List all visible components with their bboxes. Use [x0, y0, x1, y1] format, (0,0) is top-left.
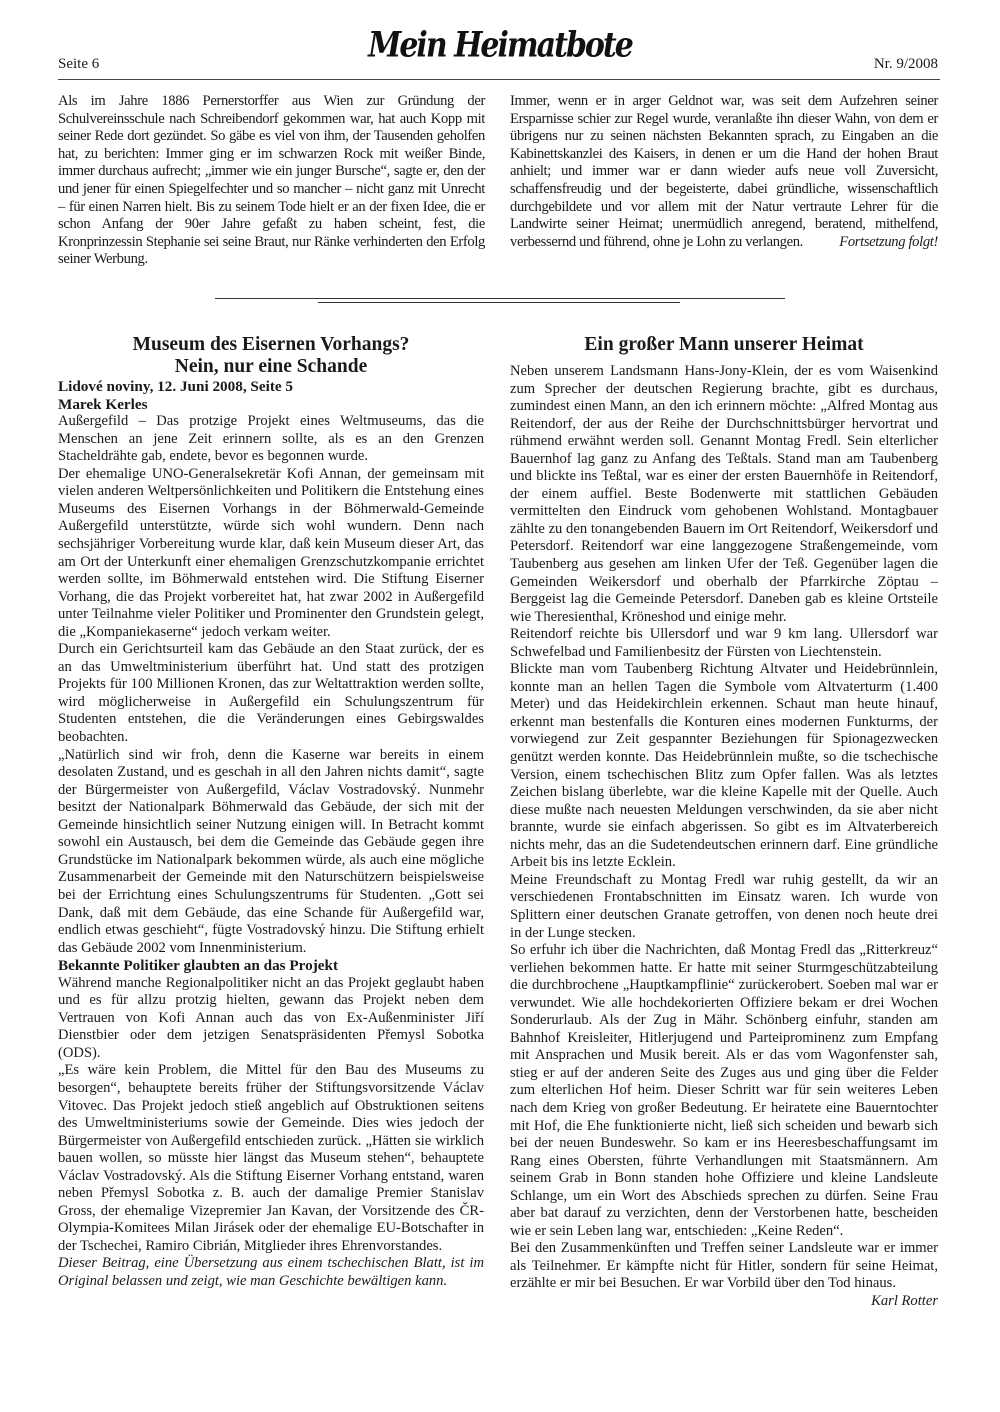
- issue-number: Nr. 9/2008: [873, 56, 938, 72]
- paragraph: „Es wäre kein Problem, die Mittel für den Bau des Museums zu besorgen“, behauptete bereits früher der Stiftungsvorsitzende Václav Vitovec. Das Projekt jedoch stieß angeblich auf Obstruktionen seitens des Umweltministeriums sowie der Gemeinde. Dies wies jedoch der Bürgermeister von Außergefild entschieden zurück. „Hätten sie wirklich bauen wollen, so müsste hier längst das Museum stehen“, behauptete Václav Vostradovský. Als die Stiftung Eiserner Vorhang entstand, waren neben Přemysl Sobotka z. B. auch der damalige Premier Stanislav Gross, der ehemalige Vizepremier Jan Kavan, der Vorsitzende des ČR-Olympia-Komitees Milan Jirásek oder der ehemalige EU-Botschafter in der Tschechei, Ramiro Cibrián, Mitglieder ihres Ehrenvorstandes.: [58, 1062, 484, 1254]
- article-source: Lidové noviny, 12. Juni 2008, Seite 5: [58, 378, 294, 395]
- paragraph: Während manche Regionalpolitiker nicht an das Projekt geglaubt haben und es für allzu protzig hielten, gewann das Projekt neben dem Vertrauen von Kofi Annan auch das von Ex-Außenminister Jiří Dienstbier oder dem jetzigen Senatspräsidenten Přemysl Sobotka (ODS).: [58, 974, 484, 1061]
- paragraph: So erfuhr ich über die Nachrichten, daß Montag Fredl das „Ritterkreuz“ verliehen bekommen hatte. Er hatte mit seiner Sturmgeschützabteilung die durchbrochene „Hauptkampflinie“ zurückerobert. Soeben mal war er verwundet. Wie alle hochdekorierten Offiziere bekam er drei Wochen Sonderurlaub. Als der Zug in Mähr. Schönberg einfuhr, standen am Bahnhof Kreisleiter, Hitlerjugend und Parteiprominenz zum Empfang mit Ansprachen und Musik bereit. Als er das vom Wagonfenster sah, stieg er auf der anderen Seite des Zuges aus und ging über die Felder zum elterlichen Hof heim. Dieser Schritt war für sein weiteres Leben nach dem Krieg von großer Bedeutung. Er heiratete eine Bauerntochter mit Hof, die Ehe funktionierte nicht, ließ sich scheiden und bewarb sich bei der neuen Bundeswehr. So kam er ins Heeresbeschaffungsamt im Rang eines Obersten, führte Verhandlungen mit Staatsmännern. Am seinem Grab in Bonn standen hohe Offiziere und kleine Landsleute Schlange, um ein Wort des Abschieds sprechen zu dürfen. Seine Frau aber bat darauf zu verzichten, denn der Verstorbenen hatte, bescheiden wie er sein Leben lang war, entschieden: „Keine Reden“.: [510, 942, 938, 1239]
- paragraph: [510, 93, 938, 251]
- paragraph: Durch ein Gerichtsurteil kam das Gebäude an den Staat zurück, der es an das Umweltministerium überführt hat. Und statt des protzigen Projekts für 100 Millionen Kronen, das zur Weltattraktion werden sollte, wird möglicherweise in Außergefild ein Schulungszentrum für Studenten entstehen, die die Veränderungen eines Gebirgswaldes beobachten.: [58, 641, 484, 746]
- paragraph: Neben unserem Landsmann Hans-Jony-Klein, der es vom Waisenkind zum Sprecher der deutschen Regierung brachte, gibt es durchaus, zumindest einen Mann, an den ich erinnern möchte: „Alfred Montag aus Reitendorf, der aus der Reihe der Durchschnittsbürger hervortrat und rühmend erwähnt werden soll. Genannt Montag Fredl. Sein elterlicher Bauernhof lag ganz zu Anfang des Teßtals. Stand man am Taubenberg und blickte ins Teßtal, war es einer der ersten Bauernhöfe in Reitendorf, der einem auffiel. Beste Bodenwerte mit stattlichen Gebäuden vermittelten den Eindruck vom gehobenen Wohlstand. Montagbauer zählte zu den tonangebenden Bauern im Ort Reitendorf, Weikersdorf und Petersdorf. Reitendorf war eine langgezogene Straßengemeinde, vom Taubenberg aus gesehen am linken Ufer der Teß. Gegenüber lagen die Gemeinden Weikersdorf und oberhalb der Pfarrkirche Zöptau – Berggeist lag die Gemeinde Petersdorf. Daneben gab es kleine Ortsteile wie Theresienthal, Kröneshod und einige mehr.: [510, 363, 938, 625]
- editor-note: Dieser Beitrag, eine Übersetzung aus einem tschechischen Blatt, ist im Original belassen und zeigt, wie man Geschichte bewältigen kann.: [58, 1255, 484, 1290]
- continued-note: Fortsetzung folgt!: [839, 233, 938, 250]
- paragraph: Außergefild – Das protzige Projekt eines Weltmuseums, das die Menschen an jene Zeit erinnern sollte, als es an den Grenzen Stacheldrähte gab, endete, bevor es begonnen wurde.: [58, 413, 484, 465]
- title-line: Nein, nur eine Schande: [174, 356, 368, 377]
- paragraph-text: Bei den Zusammenkünften und Treffen seiner Landsleute war er immer als Teilnehmer. Er kämpfte nicht für Hitler, sondern für seine Heimat, erzählte er mir bei Besuchen. Er war Vorbild über den Tod hinaus.: [510, 1240, 938, 1292]
- article-museum: [58, 334, 484, 1291]
- continued-article-left-column: [58, 93, 485, 269]
- section-divider: [215, 298, 785, 299]
- paragraph: Als im Jahre 1886 Pernerstorffer aus Wien zur Gründung der Schulvereinsschule nach Schreibendorf gekommen war, hat auch Kopp mit seiner Rede dort gezündet. So gäbe es viel von ihm, der Tausenden geholfen hat, zu berichten: Immer ging er im schwarzen Rock mit weißer Binde, immer durchaus aufrecht; „immer wie ein junger Bursche“, sagte er, den der und jener für einen Spiegelfechter und so mancher – nicht ganz mit Unrecht – für einen Narren hielt. Bis zu seinem Tode hielt er an der fixen Idee, die er schon Anfang der 90er Jahre gefaßt zu haben scheint, fest, die Kronprinzessin Stephanie sei seine Braut, nur Ränke verhinderten den Erfolg seiner Werbung.: [58, 93, 485, 268]
- paragraph: „Natürlich sind wir froh, denn die Kaserne war bereits in einem desolaten Zustand, und es geschah in all den Jahren nichts damit“, sagte der Bürgermeister von Außergefild, Václav Vostradovský. Nunmehr besitzt der Nationalpark Böhmerwald das Gebäude, der sich mit der Gemeinde hinsichtlich seiner Nutzung einigen will. In Betracht kommt sowohl ein Austausch, bei dem die Gemeinde das Gebäude gegen ihre Grundstücke im Nationalpark bekommen würde, als auch eine mögliche Zusammenarbeit der Gemeinde mit den Naturschützern beispielsweise bei der Errichtung eines Schulungszentrums für Studenten. „Gott sei Dank, daß mit dem Gebäude, das eine Schande für Außergefild war, endlich etwas geschieht“, fügte Vostradovský hinzu. Die Stiftung erhielt das Gebäude 2002 vom Innenministerium.: [58, 746, 484, 956]
- subheading: Bekannte Politiker glaubten an das Projekt: [58, 957, 339, 975]
- paragraph: Meine Freundschaft zu Montag Fredl war ruhig gestellt, da wir an verschiedenen Frontabschnitten im Einsatz waren. Ich wurde von Splittern einer deutschen Granate getroffen, von denen noch heute drei in der Lunge stecken.: [510, 871, 938, 941]
- article-title: Ein großer Mann unserer Heimat: [584, 334, 864, 355]
- title-line: Museum des Eisernen Vorhangs?: [132, 334, 410, 355]
- paragraph: Der ehemalige UNO-Generalsekretär Kofi Annan, der gemeinsam mit vielen anderen Weltpersönlichkeiten und Politikern die Entstehung eines Museums des Eisernen Vorhangs in der Böhmerwald-Gemeinde Außergefild unterstützte, würde sich wohl wundern. Denn nach sechsjähriger Vorbereitung wurde klar, daß kein Museum dieser Art, das am Ort der Unterkunft einer ehemaligen Grenzschutzkompanie errichtet werden sollte, im Böhmerwald entstehen wird. Die Stiftung Eiserner Vorhang, die das Projekt vorbereitet hat, hat zwar 2002 in Außergefild unter Teilnahme vieler Politiker und Prominenter den Grundstein gelegt, die „Kompaniekaserne“ jedoch verkam weiter.: [58, 465, 484, 640]
- article-title: [58, 334, 484, 378]
- article-great-man: [510, 334, 938, 1311]
- article-author: Marek Kerles: [58, 395, 148, 413]
- header-rule: [58, 79, 940, 80]
- article-author: Karl Rotter: [871, 1292, 938, 1309]
- paragraph: Reitendorf reichte bis Ullersdorf und war 9 km lang. Ullersdorf war Schwefelbad und Familienbesitz der Fürsten von Liechtenstein.: [510, 626, 938, 660]
- page-number: Seite 6: [58, 56, 100, 72]
- newspaper-logo: Mein Heimatbote: [368, 25, 632, 66]
- continued-article-right-column: [510, 93, 938, 251]
- paragraph: [510, 1240, 938, 1309]
- paragraph: Blickte man vom Taubenberg Richtung Altvater und Heidebrünnlein, konnte man an hellen Tagen die Symbole vom Altvaterturm (1.400 Meter) und das Heidekirchlein erkennen. Schaut man heute hinauf, erkennt man bestenfalls die Konturen eines modernen Funkturms, der vorwiegend zur Zeit gespannter Beziehungen für Spionagezwecken genützt werden konnte. Das Heidebrünnlein mußte, so die tschechische Version, einem tschechischen Blitz zum Opfer fallen. Was als letztes Zeichen bislang überlebte, war die kleine Kapelle mit der Quelle. Auch diese mußte nach neuesten Meldungen verschwinden, da sie aber nicht brannte, wurde sie einfach abgerissen. So gibt es im Altvaterbereich nichts mehr, das an die Sudetendeutschen erinnern darf. Eine gründliche Arbeit bis ins letzte Ecklein.: [510, 661, 938, 871]
- paragraph-text: Immer, wenn er in arger Geldnot war, was seit dem Aufzehren seiner Ersparnisse schier zur Regel wurde, veranlaßte ihn dieser Wahn, von dem er übrigens nur zu seinen nächsten Bekannten sprach, zu Eingaben an die Kabinettskanzlei des Kaisers, in denen er um die Hand der hohen Braut anhielt; und immer war er dann wieder aufs neue voll Zuversicht, schaffensfreudig und der begeisterte, dabei gründliche, wissenschaftlich durchgebildete und vor allem mit der Natur vertraute Lehrer für die Landwirte seiner Heimat; unermüdlich anregend, beratend, mithelfend, verbessernd und führend, ohne je Lohn zu verlangen.: [510, 93, 938, 250]
- section-divider: [318, 302, 680, 303]
